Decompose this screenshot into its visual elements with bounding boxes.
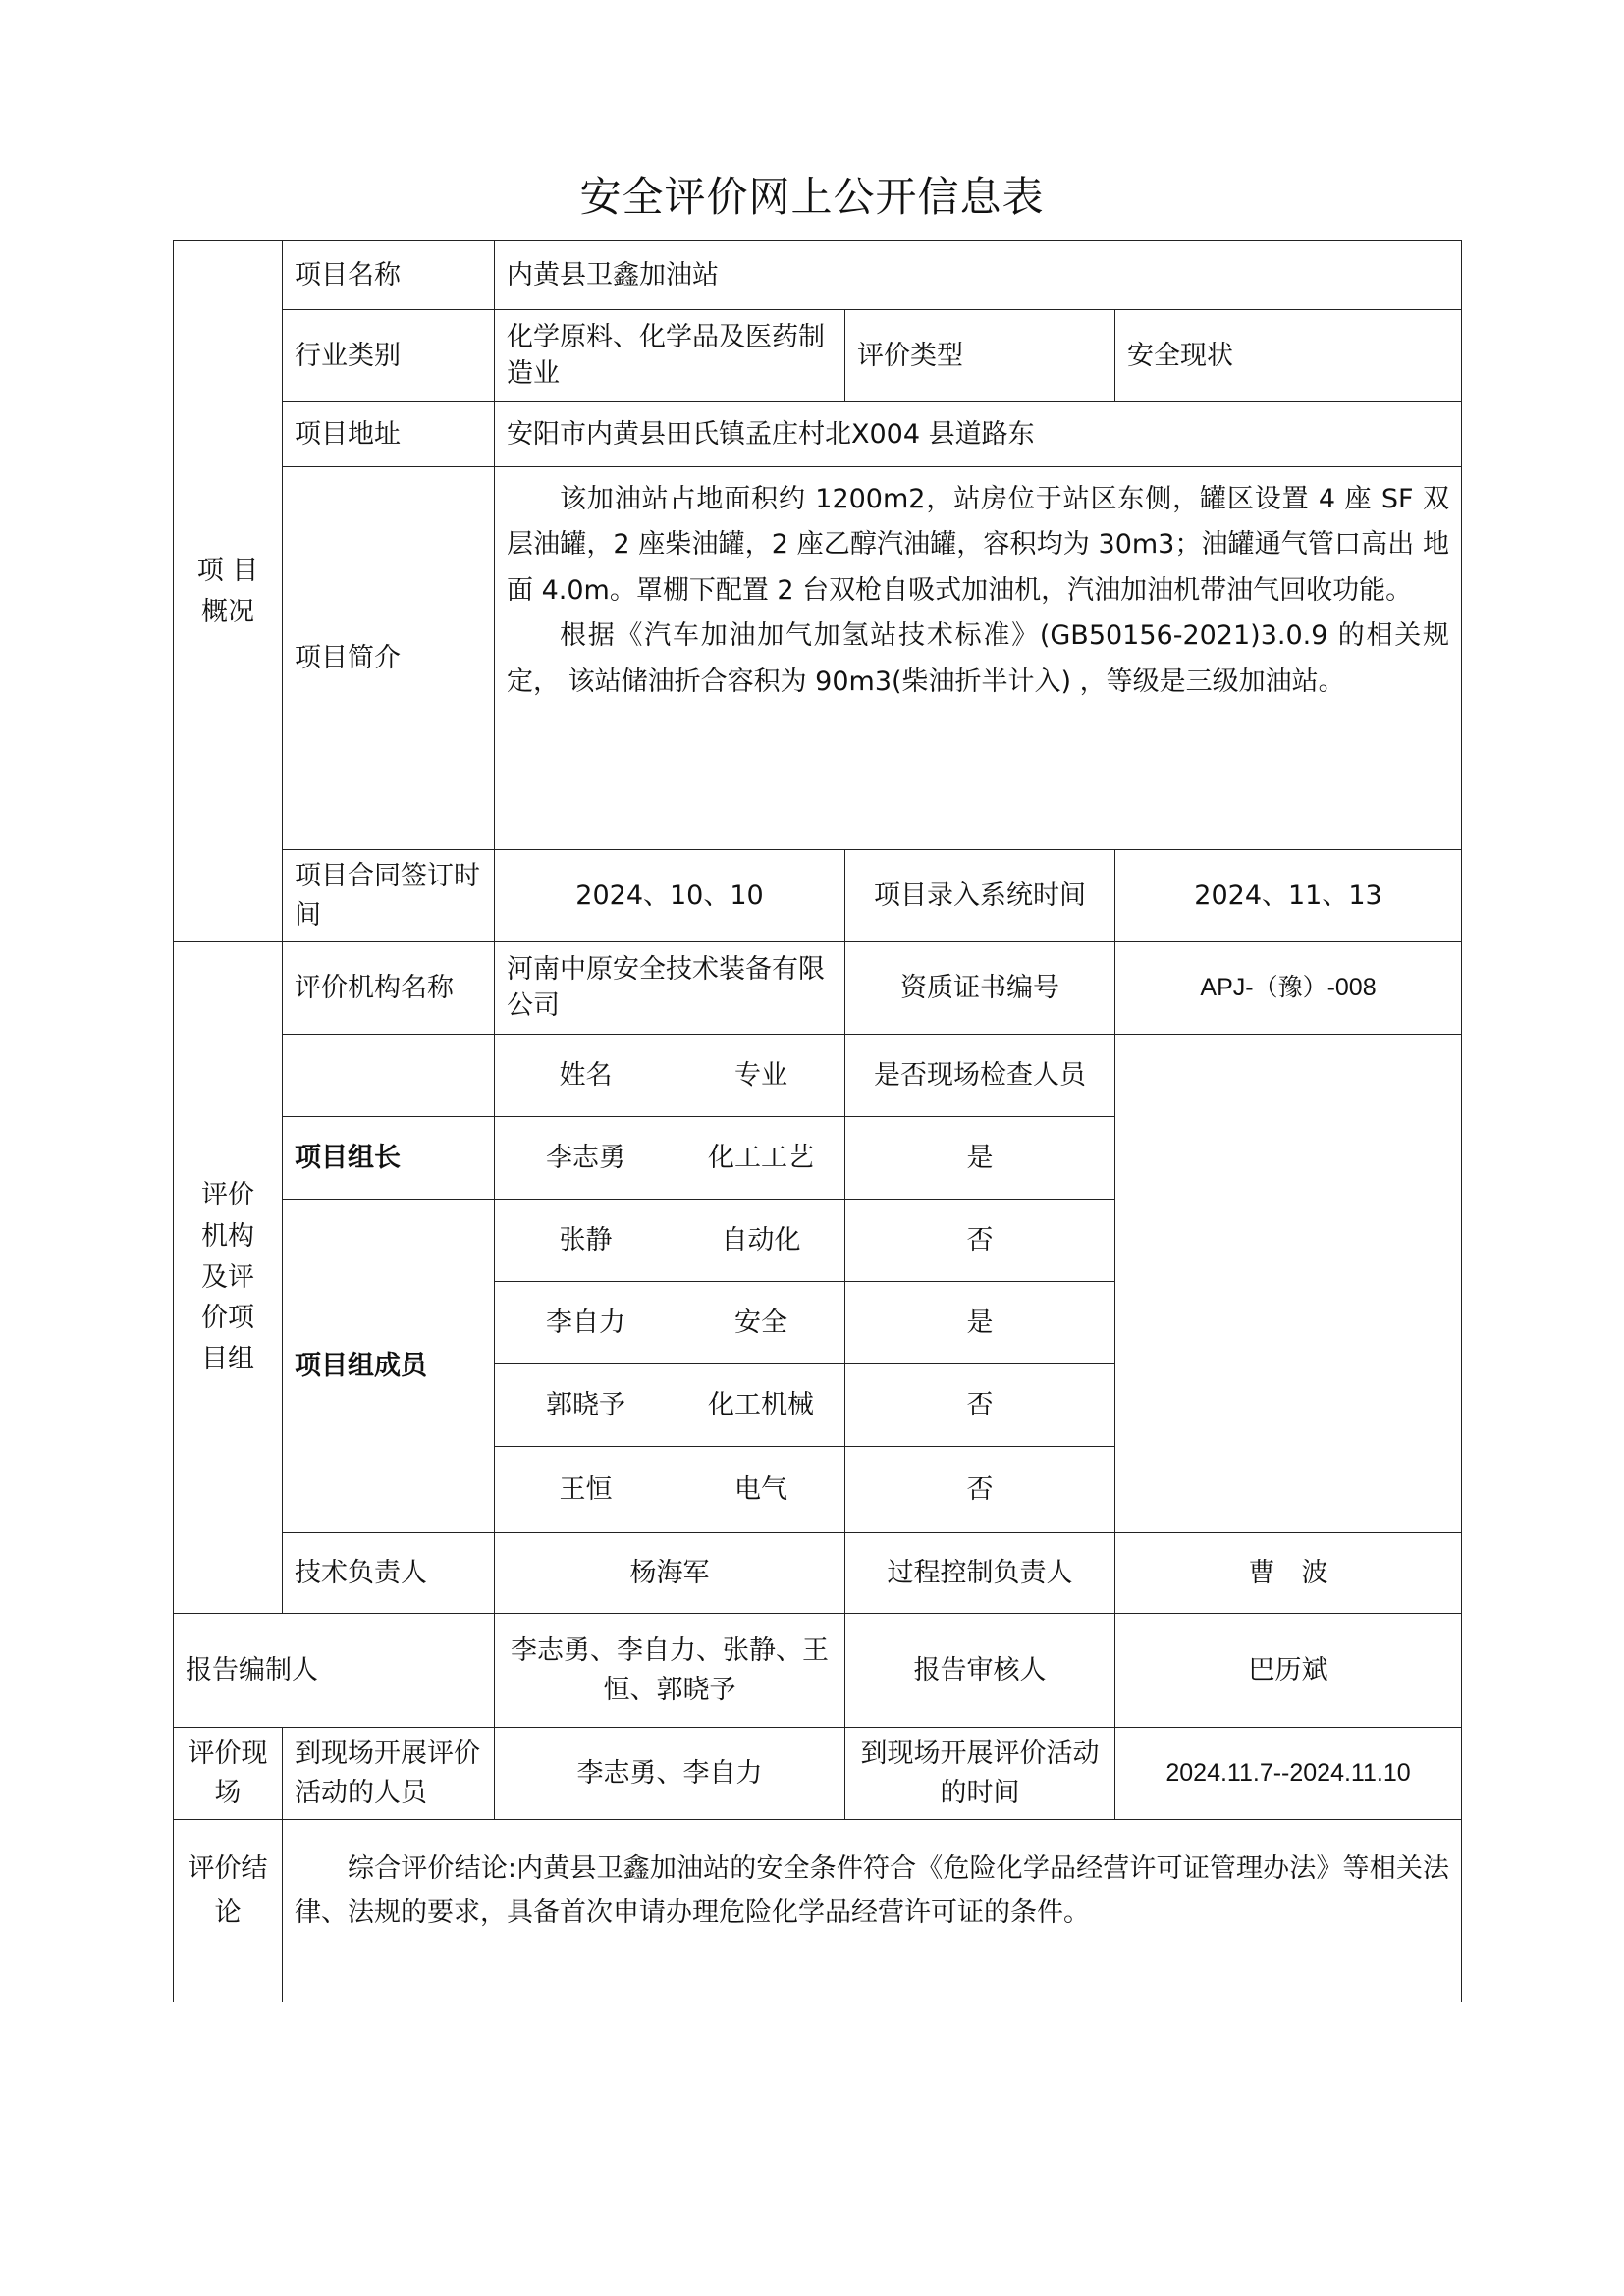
value-eval-type: 安全现状 bbox=[1115, 310, 1462, 402]
summary-paragraph: 该加油站占地面积约 1200m2，站房位于站区东侧，罐区设置 4 座 SF 双 层油罐，2 座柴油罐，2 座乙醇汽油罐，容积均为 30m3；油罐通气管口高出 地面 4.0m。罩棚下配置 2 台双枪自吸式加油机，汽油加油机带油气回收功能。 bbox=[507, 484, 1449, 606]
section-label-line: 概况 bbox=[201, 596, 254, 627]
row-address bbox=[174, 402, 1462, 467]
row-org bbox=[174, 942, 1462, 1035]
member-name: 李自力 bbox=[495, 1282, 677, 1364]
info-table bbox=[173, 240, 1462, 2002]
member-name: 王恒 bbox=[495, 1447, 677, 1533]
row-industry bbox=[174, 310, 1462, 402]
value-org-name: 河南中原安全技术装备有限公司 bbox=[495, 942, 845, 1035]
section-label-line: 目组 bbox=[201, 1344, 254, 1375]
label-summary: 项目简介 bbox=[283, 467, 495, 850]
label-industry: 行业类别 bbox=[283, 310, 495, 402]
row-summary bbox=[174, 467, 1462, 850]
row-leads bbox=[174, 1533, 1462, 1614]
value-process-lead: 曹 波 bbox=[1115, 1533, 1462, 1614]
team-header-blank bbox=[283, 1035, 495, 1117]
label-site-time: 到现场开展评价活动的时间 bbox=[845, 1728, 1115, 1820]
leader-major: 化工工艺 bbox=[677, 1117, 845, 1200]
section-label-line: 机构 bbox=[201, 1220, 254, 1252]
value-summary bbox=[495, 467, 1462, 850]
value-address: 安阳市内黄县田氏镇孟庄村北X004 县道路东 bbox=[495, 402, 1462, 467]
section-label-line: 评价 bbox=[201, 1179, 254, 1210]
member-major: 自动化 bbox=[677, 1200, 845, 1282]
section-label-line: 项 目 bbox=[196, 555, 259, 586]
row-conclusion bbox=[174, 1820, 1462, 2002]
member-major: 电气 bbox=[677, 1447, 845, 1533]
member-onsite: 是 bbox=[845, 1282, 1115, 1364]
row-project-name bbox=[174, 241, 1462, 310]
value-conclusion bbox=[283, 1820, 1462, 2002]
label-address: 项目地址 bbox=[283, 402, 495, 467]
team-blank-area bbox=[1115, 1035, 1462, 1533]
value-report-reviewer: 巴历斌 bbox=[1115, 1614, 1462, 1728]
row-site bbox=[174, 1728, 1462, 1820]
label-site: 评价现场 bbox=[174, 1728, 283, 1820]
value-industry: 化学原料、化学品及医药制造业 bbox=[495, 310, 845, 402]
member-major: 化工机械 bbox=[677, 1364, 845, 1447]
label-org-name: 评价机构名称 bbox=[283, 942, 495, 1035]
page-title: 安全评价网上公开信息表 bbox=[579, 173, 1045, 221]
member-onsite: 否 bbox=[845, 1364, 1115, 1447]
leader-onsite: 是 bbox=[845, 1117, 1115, 1200]
value-site-people: 李志勇、李自力 bbox=[495, 1728, 845, 1820]
value-cert: APJ-（豫）-008 bbox=[1115, 942, 1462, 1035]
label-cert: 资质证书编号 bbox=[845, 942, 1115, 1035]
row-team-header bbox=[174, 1035, 1462, 1117]
value-project-name: 内黄县卫鑫加油站 bbox=[495, 241, 1462, 310]
value-contract-time: 2024、10、10 bbox=[495, 850, 845, 942]
member-name: 郭晓予 bbox=[495, 1364, 677, 1447]
label-team-members: 项目组成员 bbox=[283, 1200, 495, 1533]
conclusion-text: 综合评价结论:内黄县卫鑫加油站的安全条件符合《危险化学品经营许可证管理办法》等相关法律、法规的要求，具备首次申请办理危险化学品经营许可证的条件。 bbox=[295, 1853, 1449, 1928]
label-process-lead: 过程控制负责人 bbox=[845, 1533, 1115, 1614]
member-onsite: 否 bbox=[845, 1200, 1115, 1282]
section-org bbox=[174, 942, 283, 1614]
member-name: 张静 bbox=[495, 1200, 677, 1282]
label-site-people: 到现场开展评价活动的人员 bbox=[283, 1728, 495, 1820]
leader-name: 李志勇 bbox=[495, 1117, 677, 1200]
label-entry-time: 项目录入系统时间 bbox=[845, 850, 1115, 942]
label-project-name: 项目名称 bbox=[283, 241, 495, 310]
value-report-author: 李志勇、李自力、张静、王恒、郭晓予 bbox=[495, 1614, 845, 1728]
label-team-leader: 项目组长 bbox=[283, 1117, 495, 1200]
label-eval-type: 评价类型 bbox=[845, 310, 1115, 402]
summary-paragraph: 根据《汽车加油加气加氢站技术标准》(GB50156-2021)3.0.9 的相关规定， 该站储油折合容积为 90m3(柴油折半计入) ，等级是三级加油站。 bbox=[507, 620, 1449, 697]
member-onsite: 否 bbox=[845, 1447, 1115, 1533]
row-report bbox=[174, 1614, 1462, 1728]
col-header-major: 专业 bbox=[677, 1035, 845, 1117]
row-times bbox=[174, 850, 1462, 942]
value-entry-time: 2024、11、13 bbox=[1115, 850, 1462, 942]
label-report-author: 报告编制人 bbox=[174, 1614, 495, 1728]
section-label-line: 及评 bbox=[201, 1261, 254, 1293]
section-label-line: 价项 bbox=[201, 1303, 254, 1334]
value-tech-lead: 杨海军 bbox=[495, 1533, 845, 1614]
label-tech-lead: 技术负责人 bbox=[283, 1533, 495, 1614]
member-major: 安全 bbox=[677, 1282, 845, 1364]
col-header-onsite: 是否现场检查人员 bbox=[845, 1035, 1115, 1117]
section-project-overview bbox=[174, 241, 283, 942]
col-header-name: 姓名 bbox=[495, 1035, 677, 1117]
label-conclusion: 评价结论 bbox=[174, 1820, 283, 2002]
label-report-reviewer: 报告审核人 bbox=[845, 1614, 1115, 1728]
label-contract-time: 项目合同签订时间 bbox=[283, 850, 495, 942]
value-site-time: 2024.11.7--2024.11.10 bbox=[1115, 1728, 1462, 1820]
